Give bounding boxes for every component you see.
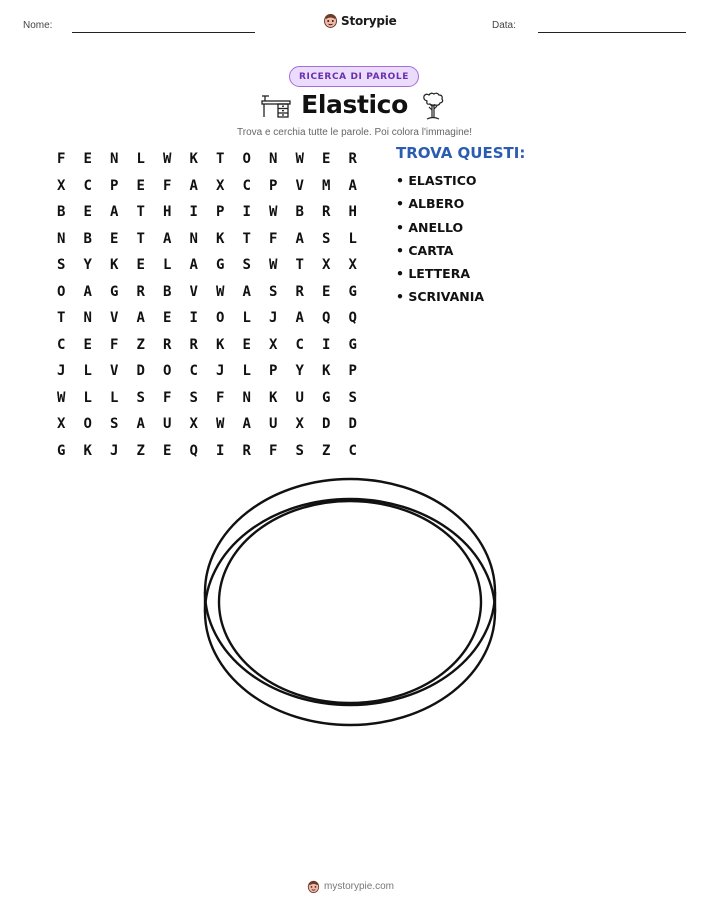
grid-letter: S [136,389,145,406]
grid-letter: T [216,151,225,168]
grid-letter: X [57,416,66,433]
grid-letter: N [189,230,198,247]
grid-letter: F [57,151,66,168]
grid-letter: D [322,416,331,433]
brand-name: Storypie [341,13,397,28]
grid-letter: S [242,257,251,274]
grid-letter: C [348,442,357,459]
grid-letter: I [322,336,331,353]
grid-letter: X [269,336,278,353]
grid-letter: R [189,336,198,353]
grid-letter: R [348,151,357,168]
grid-letter: I [189,310,198,327]
grid-letter: V [295,177,304,194]
grid-letter: A [348,177,357,194]
grid-letter: I [242,204,251,221]
grid-letter: R [163,336,172,353]
grid-letter: E [322,151,331,168]
grid-letter: X [189,416,198,433]
grid-letter: E [242,336,251,353]
footer-url: mystorypie.com [324,881,395,892]
grid-letter: A [295,230,304,247]
grid-letter: W [295,151,304,168]
grid-letter: L [83,363,92,380]
grid-letter: A [136,310,145,327]
grid-letter: F [163,177,172,194]
grid-letter: G [348,336,357,353]
grid-letter: A [83,283,92,300]
grid-letter: T [295,257,304,274]
grid-letter: A [189,177,198,194]
storypie-mascot-icon [323,12,338,29]
grid-letter: Y [83,257,92,274]
grid-letter: B [57,204,66,221]
grid-letter: F [269,230,278,247]
grid-letter: E [110,230,119,247]
grid-letter: K [322,363,331,380]
grid-letter: H [348,204,357,221]
word-search-grid [48,146,366,464]
word-item: • LETTERA [396,266,471,282]
word-list [396,172,484,312]
grid-letter: J [110,442,119,459]
grid-letter: N [242,389,251,406]
grid-letter: G [216,257,225,274]
brand-logo [323,12,397,29]
grid-letter: P [216,204,225,221]
grid-letter: K [189,151,198,168]
name-line [72,32,255,33]
grid-letter: E [83,151,92,168]
grid-letter: S [348,389,357,406]
grid-letter: S [269,283,278,300]
grid-letter: S [110,416,119,433]
grid-letter: Z [136,442,145,459]
grid-letter: U [295,389,304,406]
grid-letter: W [57,389,66,406]
grid-letter: V [110,363,119,380]
date-line [538,32,686,33]
grid-letter: A [242,283,251,300]
grid-letter: N [110,151,119,168]
grid-letter: L [242,363,251,380]
grid-letter: X [57,177,66,194]
grid-letter: J [57,363,66,380]
grid-letter: E [163,442,172,459]
grid-letter: O [163,363,172,380]
footer [307,879,394,894]
grid-letter: W [269,204,278,221]
grid-letter: B [295,204,304,221]
grid-letter: B [83,230,92,247]
grid-letter: U [269,416,278,433]
grid-letter: P [269,177,278,194]
grid-letter: K [216,336,225,353]
grid-letter: E [163,310,172,327]
grid-letter: C [57,336,66,353]
grid-letter: O [216,310,225,327]
grid-letter: O [242,151,251,168]
grid-letter: W [163,151,172,168]
grid-letter: C [295,336,304,353]
grid-letter: S [295,442,304,459]
grid-letter: D [348,416,357,433]
name-label: Nome: [23,20,53,31]
grid-letter: V [110,310,119,327]
grid-letter: W [269,257,278,274]
grid-letter: C [83,177,92,194]
grid-letter: P [110,177,119,194]
word-item: • ANELLO [396,219,464,235]
grid-letter: J [269,310,278,327]
grid-letter: A [163,230,172,247]
grid-letter: E [136,177,145,194]
grid-letter: O [83,416,92,433]
word-item: • CARTA [396,242,454,258]
page-title: Elastico [301,90,408,119]
word-item: • ELASTICO [396,173,477,188]
grid-letter: B [163,283,172,300]
grid-letter: L [163,257,172,274]
grid-letter: U [163,416,172,433]
grid-letter: Q [322,310,331,327]
grid-letter: N [269,151,278,168]
activity-badge: RICERCA DI PAROLE [289,66,419,87]
grid-letter: K [83,442,92,459]
word-item: • ALBERO [396,196,465,212]
grid-letter: E [83,204,92,221]
grid-letter: S [189,389,198,406]
grid-letter: T [242,230,251,247]
grid-letter: E [322,283,331,300]
grid-letter: W [216,416,225,433]
grid-letter: A [110,204,119,221]
word-item: • SCRIVANIA [396,289,485,305]
grid-letter: R [242,442,251,459]
date-label: Data: [492,20,516,31]
tree-icon [421,92,445,122]
grid-letter: G [322,389,331,406]
grid-letter: W [216,283,225,300]
grid-letter: S [322,230,331,247]
grid-letter: X [322,257,331,274]
grid-letter: C [242,177,251,194]
grid-letter: K [216,230,225,247]
grid-letter: F [110,336,119,353]
rubber-band-illustration [195,470,515,750]
grid-letter: A [136,416,145,433]
grid-letter: G [348,283,357,300]
grid-letter: Z [136,336,145,353]
grid-letter: X [216,177,225,194]
grid-letter: M [322,177,331,194]
grid-letter: E [136,257,145,274]
grid-letter: G [57,442,66,459]
grid-letter: T [136,204,145,221]
grid-letter: A [242,416,251,433]
grid-letter: F [216,389,225,406]
grid-letter: R [295,283,304,300]
grid-letter: L [110,389,119,406]
grid-letter: E [83,336,92,353]
grid-letter: I [189,204,198,221]
grid-letter: Y [295,363,304,380]
grid-letter: Q [189,442,198,459]
grid-letter: L [136,151,145,168]
grid-letter: H [163,204,172,221]
grid-letter: F [163,389,172,406]
grid-letter: O [57,283,66,300]
grid-letter: T [136,230,145,247]
grid-letter: J [216,363,225,380]
grid-letter: L [242,310,251,327]
grid-letter: N [57,230,66,247]
grid-letter: R [322,204,331,221]
grid-letter: T [57,310,66,327]
storypie-mascot-icon [307,879,320,894]
grid-letter: I [216,442,225,459]
grid-letter: X [295,416,304,433]
instructions: Trova e cerchia tutte le parole. Poi colora l'immagine! [237,127,472,138]
grid-letter: D [136,363,145,380]
grid-letter: C [189,363,198,380]
grid-letter: K [269,389,278,406]
grid-letter: F [269,442,278,459]
word-list-title: TROVA QUESTI: [396,144,526,162]
grid-letter: L [83,389,92,406]
grid-letter: P [348,363,357,380]
grid-letter: N [83,310,92,327]
grid-letter: Q [348,310,357,327]
grid-letter: R [136,283,145,300]
grid-letter: V [189,283,198,300]
grid-letter: X [348,257,357,274]
grid-letter: S [57,257,66,274]
grid-letter: L [348,230,357,247]
grid-letter: A [295,310,304,327]
grid-letter: A [189,257,198,274]
grid-letter: G [110,283,119,300]
grid-letter: K [110,257,119,274]
grid-letter: Z [322,442,331,459]
grid-letter: P [269,363,278,380]
